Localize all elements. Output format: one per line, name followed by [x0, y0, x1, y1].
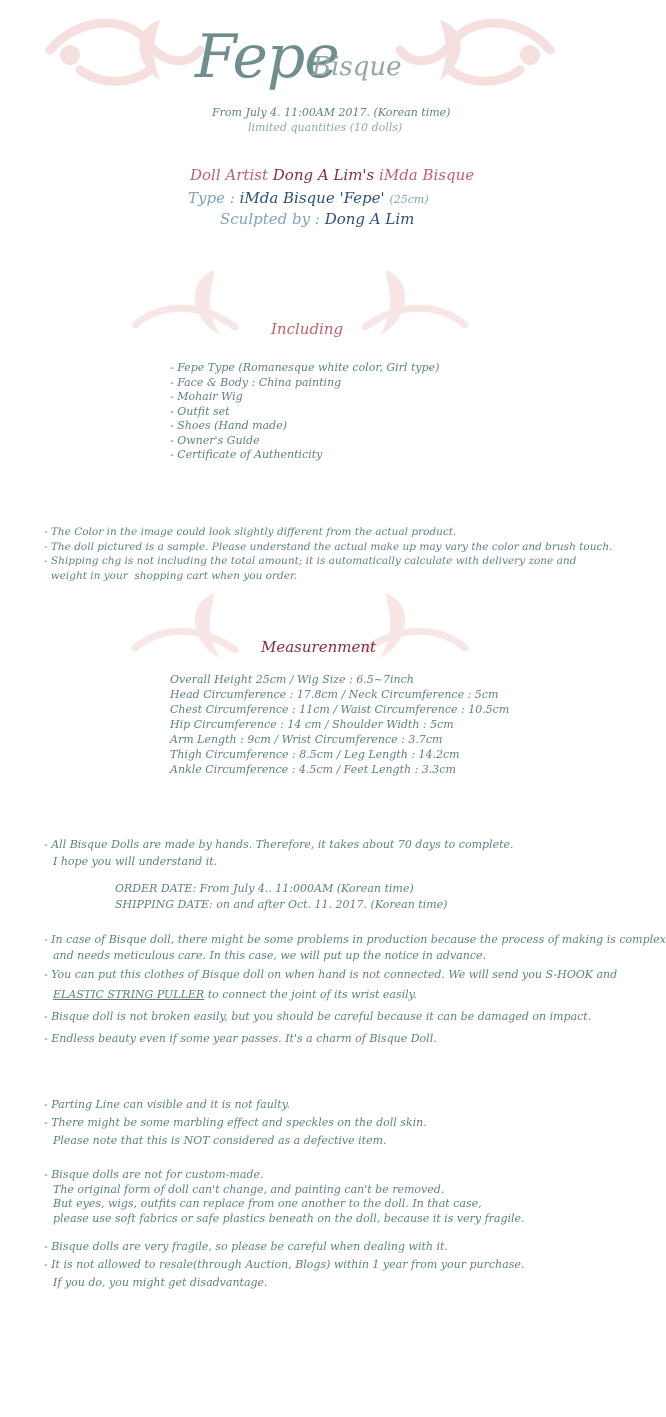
notice-line: - Shipping chg is not including the total amount; it is automatically calculate with delivery zone and	[44, 555, 577, 567]
measurement-line: Arm Length : 9cm / Wrist Circumference : 3.7cm	[170, 733, 443, 746]
list-item: - Face & Body : China painting	[170, 375, 342, 389]
custom-notes	[44, 1168, 525, 1226]
page-title: Fepe	[195, 22, 339, 92]
defect-1: - Parting Line can visible and it is not faulty.	[44, 1098, 290, 1111]
artist-line	[190, 166, 474, 184]
list-item: - Certificate of Authenticity	[170, 448, 323, 461]
final-1: - Bisque dolls are very fragile, so please be careful when dealing with it.	[44, 1240, 448, 1253]
order-date: ORDER DATE: From July 4.. 11:000AM (Korean time)	[115, 882, 414, 895]
product-notices	[44, 525, 612, 583]
release-date: From July 4. 11:00AM 2017. (Korean time)	[212, 106, 451, 119]
quantity-note: limited quantities (10 dolls)	[248, 121, 403, 134]
notice-line: - The doll pictured is a sample. Please understand the actual make up may vary the color and brush touch.	[44, 540, 613, 553]
production-line-2: I hope you will understand it.	[53, 855, 218, 868]
type-line	[188, 189, 429, 207]
measurement-line: Chest Circumference : 11cm / Waist Circumference : 10.5cm	[170, 703, 510, 716]
sculpted-label: Sculpted by :	[220, 210, 320, 228]
notice-line: - The Color in the image could look slightly different from the actual product.	[44, 526, 457, 538]
caution-1a: - In case of Bisque doll, there might be some problems in production because the process of making is complex	[44, 933, 666, 946]
shipping-date: SHIPPING DATE: on and after Oct. 11. 2017. (Korean time)	[115, 898, 448, 911]
caution-3: - Bisque doll is not broken easily, but you should be careful because it can be damaged on impact.	[44, 1010, 592, 1023]
sculpted-line	[220, 210, 414, 228]
final-2: - It is not allowed to resale(through Auction, Blogs) within 1 year from your purchase.	[44, 1258, 525, 1271]
notice-line: weight in your shopping cart when you order.	[44, 569, 298, 582]
artist-brand: iMda Bisque	[379, 166, 475, 184]
measurement-title: Measurenment	[261, 638, 377, 656]
final-3: If you do, you might get disadvantage.	[53, 1276, 268, 1289]
custom-line: The original form of doll can't change, and painting can't be removed.	[53, 1182, 445, 1196]
measurement-line: Ankle Circumference : 4.5cm / Feet Length : 3.3cm	[170, 763, 456, 776]
measurement-line: Hip Circumference : 14 cm / Shoulder Width : 5cm	[170, 718, 454, 731]
type-value: iMda Bisque 'Fepe'	[239, 189, 385, 207]
list-item: - Outfit set	[170, 404, 230, 418]
measurement-line: Head Circumference : 17.8cm / Neck Circumference : 5cm	[170, 688, 499, 701]
measurement-line: Thigh Circumference : 8.5cm / Leg Length : 14.2cm	[170, 748, 460, 761]
list-item: - Owner's Guide	[170, 433, 260, 447]
defect-3: Please note that this is NOT considered as a defective item.	[53, 1134, 387, 1147]
including-title: Including	[271, 320, 344, 338]
custom-line: - Bisque dolls are not for custom-made.	[44, 1168, 264, 1181]
production-line-1: - All Bisque Dolls are made by hands. Therefore, it takes about 70 days to complete.	[44, 838, 514, 851]
custom-line: But eyes, wigs, outfits can replace from one another to the doll. In that case,	[53, 1197, 482, 1210]
type-label: Type :	[188, 189, 235, 207]
measurement-list	[170, 672, 509, 777]
measurement-ornament	[125, 588, 475, 668]
type-size: (25cm)	[389, 193, 429, 206]
page-subtitle: Bisque	[312, 52, 402, 82]
caution-4: - Endless beauty even if some year passes. It's a charm of Bisque Doll.	[44, 1032, 437, 1045]
list-item: - Mohair Wig	[170, 390, 243, 403]
list-item: - Shoes (Hand made)	[170, 419, 288, 432]
including-list	[170, 361, 439, 463]
list-item: - Fepe Type (Romanesque white color, Girl type)	[170, 361, 440, 374]
artist-label: Doll Artist	[190, 166, 268, 184]
caution-2a: - You can put this clothes of Bisque doll on when hand is not connected. We will send you S-HOOK and	[44, 968, 618, 981]
sculpted-value: Dong A Lim	[324, 210, 415, 228]
artist-name: Dong A Lim's	[272, 166, 375, 184]
defect-2: - There might be some marbling effect and speckles on the doll skin.	[44, 1116, 427, 1129]
measurement-line: Overall Height 25cm / Wig Size : 6.5~7inch	[170, 673, 414, 686]
custom-line: please use soft fabrics or safe plastics beneath on the doll, because it is very fragile.	[53, 1211, 525, 1225]
elastic-string-puller-link[interactable]: ELASTIC STRING PULLER	[53, 988, 205, 1001]
caution-2b	[53, 986, 417, 1003]
caution-1b: and needs meticulous care. In this case, we will put up the notice in advance.	[53, 949, 486, 962]
caution-2b-rest: to connect the joint of its wrist easily.	[204, 988, 417, 1001]
